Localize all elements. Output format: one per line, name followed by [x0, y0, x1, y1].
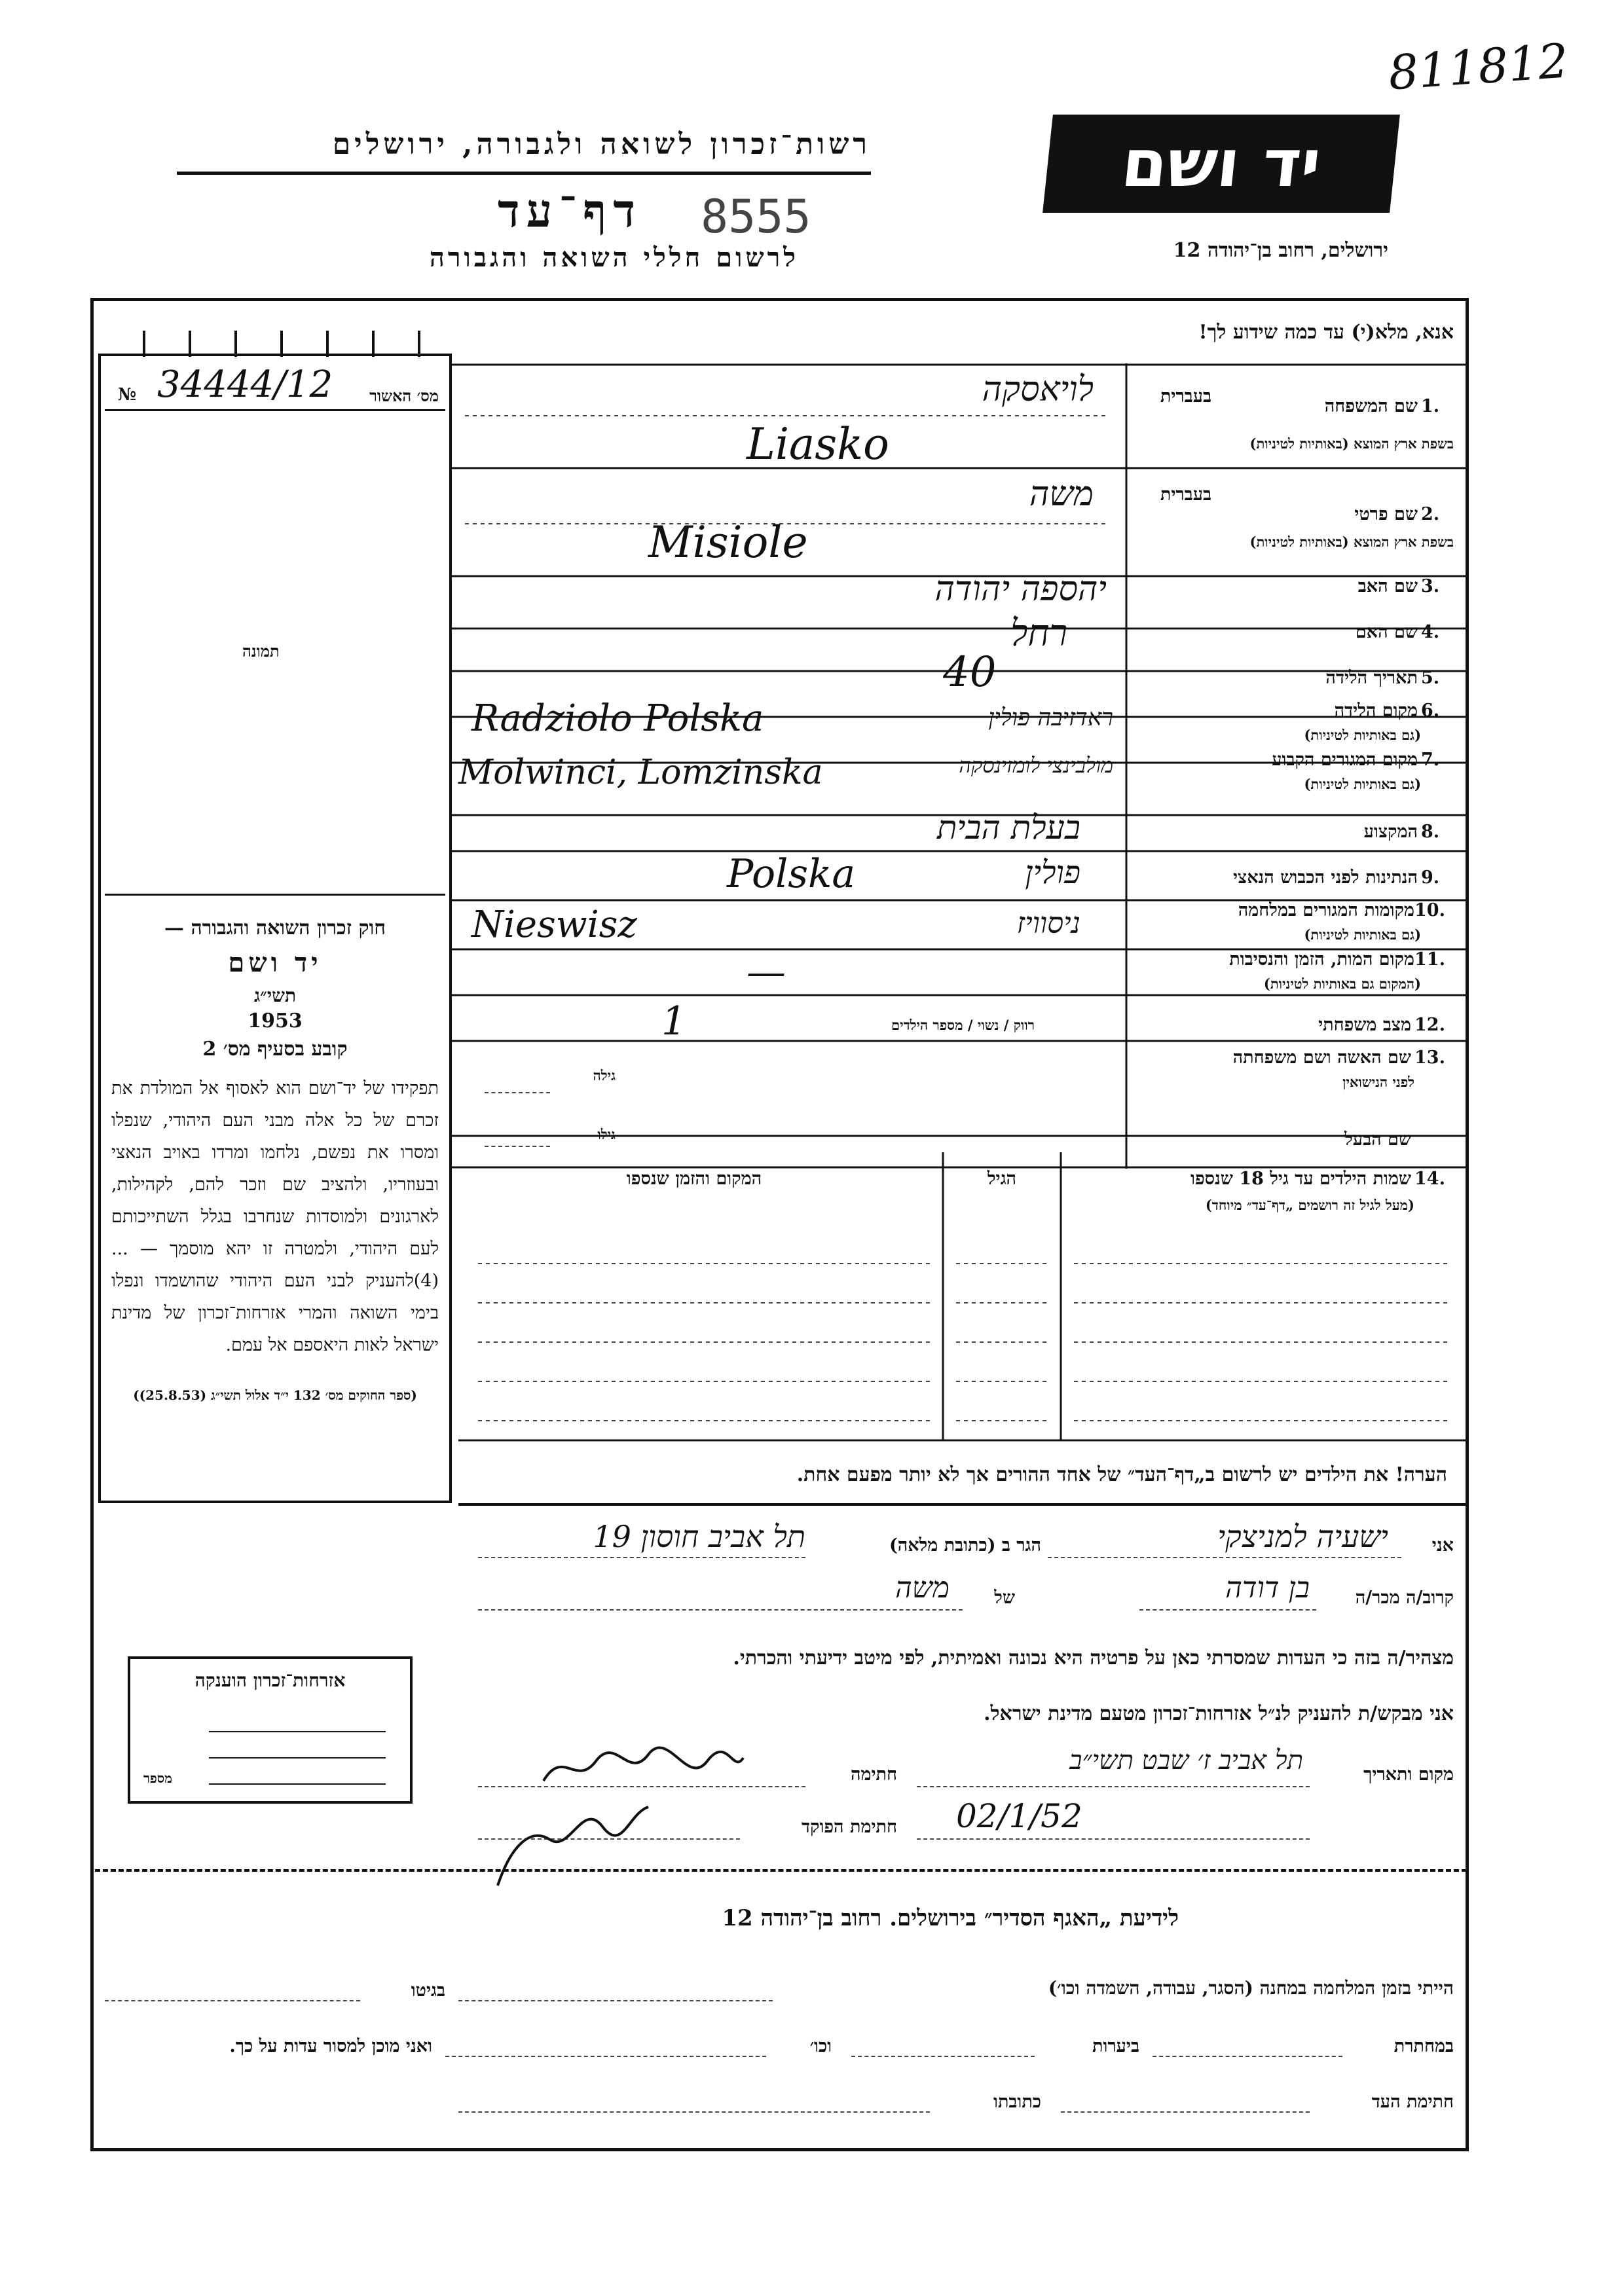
footer-title: לידיעת „האגף הסדיר״ בירושלים. רחוב בן־יהודה 12: [722, 1905, 1179, 1931]
children-col-place: המקום והזמן שנספו: [626, 1169, 762, 1189]
declarant-address-label: הגר ב (כתובת מלאה): [889, 1535, 1041, 1556]
field-4-value[interactable]: רחל: [1010, 612, 1067, 655]
header-rule: [177, 172, 871, 175]
citizenship-box: [128, 1656, 413, 1804]
reg-number-prefix: №: [118, 385, 137, 405]
instructions: אנא, מלא(י) עד כמה שידוע לך!: [1198, 321, 1454, 344]
law-source: (ספר החוקים מס׳ 132 י״ד אלול תשי״ג (25.8.53)): [133, 1387, 417, 1403]
husband-age-line[interactable]: [485, 1146, 550, 1147]
field-8-value[interactable]: בעלת הבית: [936, 809, 1080, 847]
field-5-label: תאריך הלידה: [1325, 668, 1418, 688]
field-6-num: 6.: [1421, 701, 1440, 721]
institution-name: רשות־זכרון לשואה ולגבורה, ירושלים: [332, 128, 871, 161]
reg-tally-marks: [118, 327, 432, 360]
field-13-label: שם האשה ושם משפחתה: [1232, 1048, 1411, 1068]
tally-icon: [118, 327, 432, 360]
children-col-age: הגיל: [987, 1169, 1017, 1189]
signature-label: חתימה: [850, 1764, 897, 1785]
law-year: 1953: [248, 1010, 303, 1032]
note-rule: [458, 1503, 1467, 1506]
law-divider: [105, 894, 445, 896]
reg-divider: [105, 409, 445, 411]
field-9-value[interactable]: Polska: [727, 851, 856, 897]
citizenship-number-label: מספר: [143, 1770, 172, 1786]
field-7-value-he[interactable]: מולבינצי לומזינסקה: [959, 753, 1113, 778]
field-6-value[interactable]: Radziolo Polska: [471, 697, 764, 740]
field-7-value[interactable]: Molwinci, Lomzinska: [458, 753, 823, 792]
date-value[interactable]: 02/1/52: [956, 1797, 1082, 1835]
field-9-value-he[interactable]: פולין: [1025, 854, 1080, 891]
law-title: חוק זכרון השואה והגבורה —: [164, 917, 386, 939]
husband-label: שם הבעל: [1344, 1129, 1411, 1150]
officer-signature-label: חתימת הפוקד: [802, 1817, 897, 1837]
field-10-sub: (גם באותיות לטיניות): [1304, 926, 1421, 943]
field-8-label: המקצוע: [1363, 822, 1418, 842]
field-1-hebrew[interactable]: לויאסקה: [982, 370, 1094, 409]
field-6-value-he[interactable]: ראדזיבה פולין: [988, 704, 1113, 731]
officer-signature-mark: [485, 1787, 655, 1895]
field-1-tag: בעברית: [1160, 386, 1211, 407]
footer-etc: וכו׳: [809, 2036, 832, 2056]
footer-separator: [95, 1869, 1467, 1872]
signature-scribble-icon: [537, 1741, 747, 1794]
footer-partisans: במחתרת: [1393, 2036, 1454, 2056]
field-11-sub: (המקום גם באותיות לטיניות): [1263, 975, 1421, 992]
footer-line1: הייתי בזמן המלחמה במחנה (הסגר, עבודה, השמדה וכו׳): [1048, 1977, 1454, 1999]
field-3-num: 3.: [1421, 576, 1440, 596]
footer-forests: ביערות: [1092, 2036, 1139, 2056]
footer-partisans-line[interactable]: [1153, 2056, 1342, 2057]
place-date-line[interactable]: [917, 1786, 1310, 1787]
photo-label: תמונה: [242, 642, 280, 661]
field-10-value[interactable]: Nieswisz: [471, 903, 637, 946]
relation-line[interactable]: [1139, 1609, 1316, 1611]
footer-address: כתובתו: [993, 2092, 1041, 2112]
footer-forests-line[interactable]: [851, 2056, 1035, 2057]
field-1-latin[interactable]: Liasko: [747, 419, 889, 469]
field-13-age-label: גילה: [593, 1067, 616, 1084]
reg-number-label: מס׳ האשור: [369, 386, 439, 405]
field-13-num: 13.: [1414, 1048, 1445, 1068]
request-text: אני מבקש/ת להעניק לנ״ל אזרחות־זכרון מטעם מדינת ישראל.: [984, 1702, 1454, 1725]
law-year-he: תשי״ג: [253, 985, 297, 1006]
field-2-latin[interactable]: Misiole: [648, 517, 808, 568]
footer-ready: ואני מוכן למסור עדות על כך.: [229, 2036, 432, 2056]
field-7-num: 7.: [1421, 750, 1440, 770]
declarant-prefix: אני: [1431, 1535, 1454, 1556]
field-2-num: 2.: [1421, 504, 1440, 524]
field-4-num: 4.: [1421, 622, 1440, 642]
law-name: יד ושם: [228, 947, 322, 978]
field-10-value-he[interactable]: ניסוויז: [1016, 907, 1080, 940]
field-3-value[interactable]: יהספה יהודה: [934, 570, 1107, 609]
field-11-label: מקום המות, הזמן והנסיבות: [1229, 949, 1414, 970]
field-13-age-line[interactable]: [485, 1092, 550, 1093]
field-1-num: 1.: [1421, 396, 1440, 416]
place-value[interactable]: תל אביב ז׳ שבט תשי״ב: [1069, 1745, 1303, 1776]
field-11-num: 11.: [1414, 949, 1445, 970]
form-number: 8555: [701, 190, 811, 244]
form-title: דף־עד: [497, 183, 642, 238]
field-10-num: 10.: [1414, 900, 1445, 920]
husband-age-label: גילו: [597, 1126, 616, 1142]
declaration-text: מצהיר/ה בזה כי העדות שמסרתי כאן על פרטיה היא נכונה ואמיתית, לפי מיטב ידיעתי והכרתי.: [733, 1647, 1454, 1669]
footer-witness-sig: חתימת העד: [1371, 2092, 1454, 2112]
law-box: [111, 917, 439, 1404]
field-6-label: מקום הלידה: [1334, 701, 1418, 721]
field-2-hebrew[interactable]: משה: [1029, 475, 1094, 514]
footer-camp-line[interactable]: [458, 2000, 773, 2001]
of-label: של: [994, 1588, 1015, 1608]
place-date-label: מקום ותאריך: [1363, 1764, 1454, 1785]
footer-witness-sig-line[interactable]: [1061, 2111, 1310, 2113]
yad-vashem-logo: [1043, 115, 1400, 213]
field-10-label: מקומות המגורים במלחמה: [1238, 900, 1414, 920]
field-4-label: שם האם: [1355, 622, 1418, 642]
declarant-name-line[interactable]: [1048, 1557, 1401, 1558]
relation-value[interactable]: בן דודה: [1225, 1571, 1310, 1605]
of-line[interactable]: [478, 1609, 963, 1611]
field-12-value[interactable]: 1: [661, 998, 687, 1044]
children-note: (מעל לגיל זה רושמים „דף־עד״ מיוחד): [1205, 1197, 1414, 1213]
footer-address-line[interactable]: [458, 2111, 930, 2113]
field-9-label: הנתינות לפני הכבוש הנאצי: [1232, 867, 1418, 888]
field-2-tag: בעברית: [1160, 484, 1211, 505]
logo-address: ירושלים, רחוב בן־יהודה 12: [1173, 239, 1388, 262]
date-line[interactable]: [917, 1838, 1310, 1840]
form-subtitle: לרשום חללי השואה והגבורה: [429, 242, 799, 273]
field-7-sub: (גם באותיות לטיניות): [1304, 776, 1421, 792]
field-1-label: שם המשפחה: [1324, 396, 1418, 416]
of-value[interactable]: משה: [895, 1571, 950, 1605]
field-12-options: רווק / נשוי / מספר הילדים: [891, 1017, 1035, 1033]
field-11-value[interactable]: —: [747, 949, 786, 995]
children-num: 14.: [1414, 1169, 1445, 1189]
field-13-sub: לפני הנישואין: [1342, 1074, 1414, 1090]
field-2-label: שם פרטי: [1354, 504, 1418, 524]
field-8-num: 8.: [1421, 822, 1440, 842]
field-6-sub: (גם באותיות לטיניות): [1304, 727, 1421, 743]
archive-number: 811812: [1386, 33, 1570, 101]
declarant-address-line[interactable]: [478, 1557, 805, 1558]
logo-text: יד ושם: [1118, 125, 1325, 202]
reg-number-value: 34444/12: [157, 363, 333, 406]
field-7-label: מקום המגורים הקבוע: [1272, 750, 1418, 770]
field-12-num: 12.: [1414, 1015, 1445, 1035]
note-text: הערה! את הילדים יש לרשום ב„דף־העד״ של אחד ההורים אך לא יותר מפעם אחת.: [796, 1463, 1447, 1486]
field-1-sub: בשפת ארץ המוצא (באותיות לטיניות): [1249, 435, 1454, 452]
officer-scribble-icon: [485, 1787, 655, 1892]
children-title: שמות הילדים עד גיל 18 שנספו: [1190, 1169, 1411, 1189]
footer-ghetto-line[interactable]: [105, 2000, 360, 2001]
relation-label: קרוב/ה מכר/ה: [1355, 1588, 1454, 1608]
field-5-num: 5.: [1421, 668, 1440, 688]
field-2-sub: בשפת ארץ המוצא (באותיות לטיניות): [1249, 534, 1454, 550]
footer-etc-line[interactable]: [445, 2056, 766, 2057]
field-9-num: 9.: [1421, 867, 1440, 888]
citizenship-title: אזרחות־זכרון הוענקה: [194, 1669, 346, 1691]
field-12-label: מצב משפחתי: [1318, 1015, 1411, 1035]
law-clause: קובע בסעיף מס׳ 2: [202, 1038, 348, 1061]
declarant-address[interactable]: תל אביב חוסון 19: [593, 1519, 805, 1554]
footer-ghetto: בגיטו: [411, 1980, 445, 2001]
law-text: תפקידו של יד־ושם הוא לאסוף אל המולדת את זכרם של כל אלה מבני העם היהודי, שנפלו ומסרו את נפשם, נלחמו ומרדו באויב הנאצי ובעוזריו, ולהציב שם וזכר להם, לקהילות, לארגונים ולמוסדות שנחרבו בגלל השתייכותם לעם היהודי, ולמטרה זו יהא מוסמך — ...(4)להעניק לבני העם היהודי שהושמדו ונפלו בימי השואה והמרי אזרחות־זכרון של מדינת ישראל לאות היאספם אל עמם.: [111, 1078, 439, 1355]
declarant-name[interactable]: ישעיה למניצקי: [1217, 1519, 1388, 1554]
field-5-value[interactable]: 40: [943, 648, 997, 697]
field-3-label: שם האב: [1357, 576, 1418, 596]
